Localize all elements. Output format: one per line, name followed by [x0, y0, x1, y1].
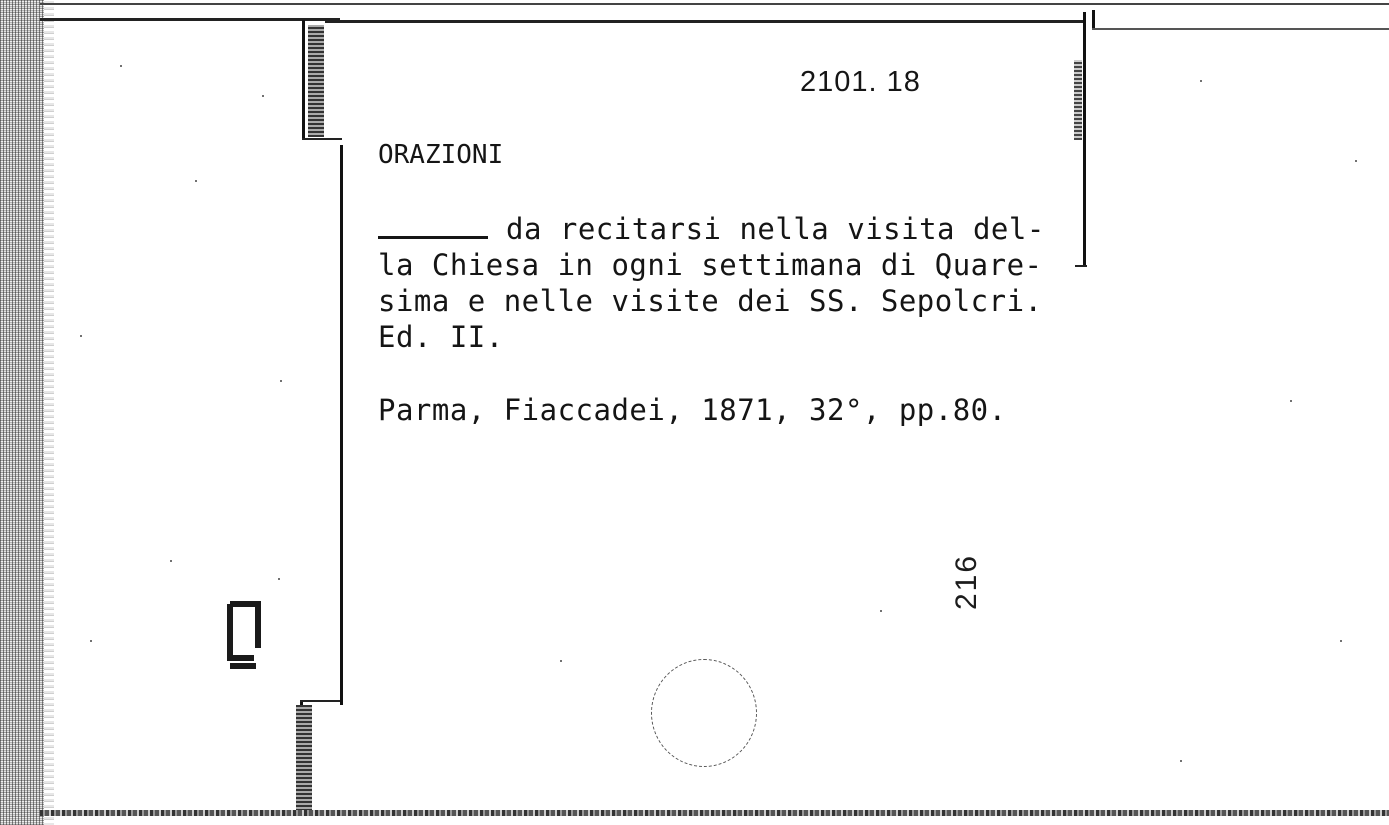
back-card-notch-top [302, 138, 342, 140]
scan-speck [262, 95, 264, 97]
heading: ORAZIONI [378, 140, 504, 170]
title-blank-rule [378, 214, 488, 239]
scan-speck [1355, 160, 1357, 162]
back-card-edge [302, 20, 305, 140]
title-line-2: la Chiesa in ogni settimana di Quare- [378, 248, 1043, 282]
scan-bottom-edge [40, 810, 1389, 816]
shelfmark: 2101. 18 [800, 66, 921, 98]
scan-speck [1180, 760, 1182, 762]
scan-speck [280, 380, 282, 382]
scan-speck [80, 335, 82, 337]
stamp-number [950, 540, 990, 615]
scan-top-edge [40, 3, 1389, 5]
title-line-4: Ed. II. [378, 320, 504, 354]
scan-left-edge-noise [44, 0, 54, 825]
scan-speck [120, 65, 122, 67]
back-card-notch-bottom [300, 700, 340, 702]
title-line-3: sima e nelle visite dei SS. Sepolcri. [378, 284, 1043, 318]
scan-left-edge [0, 0, 44, 825]
title-line-1-text: da recitarsi nella visita del- [506, 212, 1045, 246]
scan-speck [1340, 640, 1342, 642]
scan-speck [278, 578, 280, 580]
scan-speck [90, 640, 92, 642]
card-right-edge [1083, 12, 1086, 267]
next-card-top-edge [1092, 28, 1389, 30]
scan-speck [1200, 80, 1202, 82]
tab-marker-icon [226, 600, 262, 670]
card-left-edge [340, 145, 343, 705]
scan-speck [880, 610, 882, 612]
card-tab-shadow-top [308, 25, 324, 137]
card-right-notch [1075, 265, 1087, 267]
back-card-top-edge [40, 18, 340, 21]
imprint: Parma, Fiaccadei, 1871, 32°, pp.80. [378, 393, 1007, 427]
scan-speck [195, 180, 197, 182]
scan-speck [170, 560, 172, 562]
card-top-edge [325, 20, 1085, 23]
scan-speck [560, 660, 562, 662]
punch-hole [651, 659, 757, 767]
title-line-1 [378, 212, 1045, 246]
card-tab-shadow-bottom [296, 705, 312, 815]
stamp-number-text: 216 [950, 553, 983, 610]
card-right-edge-shadow [1074, 60, 1082, 140]
next-card-edge [1092, 10, 1095, 30]
scan-speck [1290, 400, 1292, 402]
